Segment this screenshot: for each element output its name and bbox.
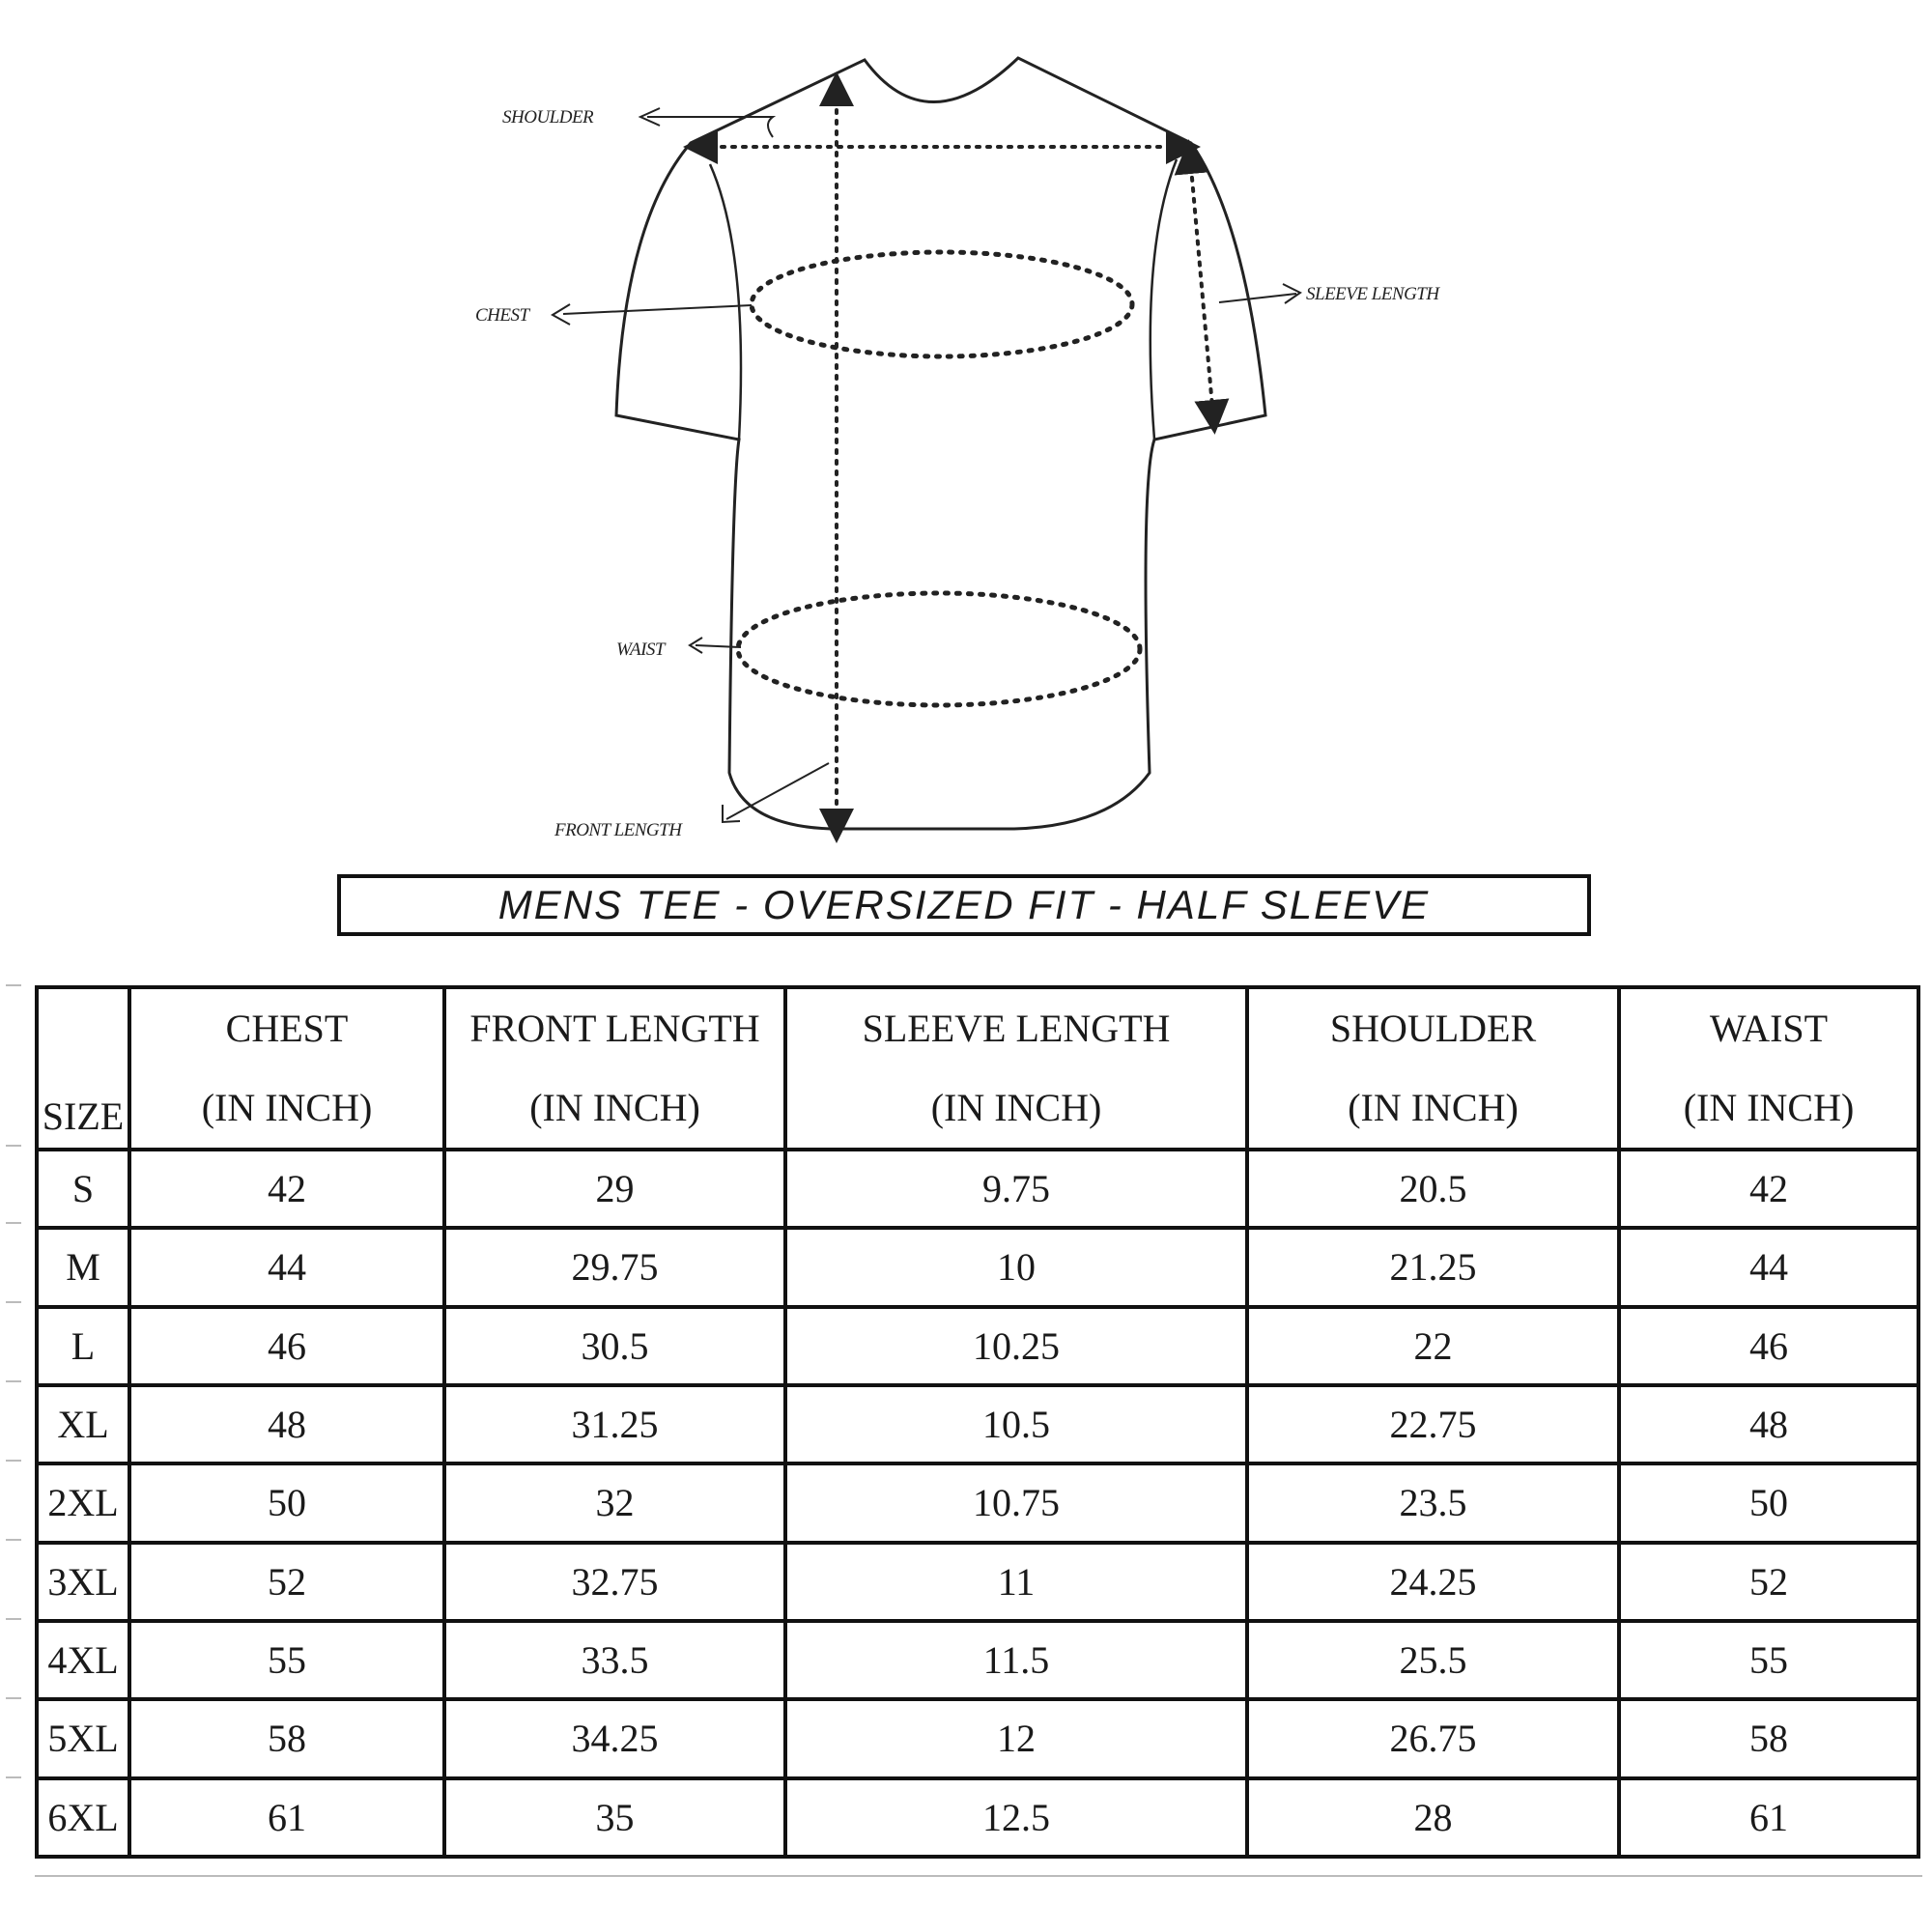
tshirt-measurement-diagram: [0, 0, 1932, 850]
header-shoulder: SHOULDER (IN INCH): [1247, 987, 1619, 1150]
front-length-cell: 29: [444, 1150, 785, 1228]
chart-title-box: [337, 874, 1591, 936]
size-cell: M: [37, 1228, 129, 1306]
front-length-label: FRONT LENGTH: [554, 820, 682, 840]
sleeve-length-label: SLEEVE LENGTH: [1306, 284, 1439, 304]
size-cell: 6XL: [37, 1778, 129, 1857]
chest-cell: 48: [129, 1385, 444, 1463]
front-length-cell: 29.75: [444, 1228, 785, 1306]
front-length-cell: 33.5: [444, 1621, 785, 1699]
front-length-cell: 31.25: [444, 1385, 785, 1463]
sleeve-length-cell: 10.25: [785, 1307, 1247, 1385]
size-cell: 2XL: [37, 1463, 129, 1542]
front-length-cell: 32.75: [444, 1543, 785, 1621]
sleeve-length-cell: 10: [785, 1228, 1247, 1306]
shoulder-cell: 24.25: [1247, 1543, 1619, 1621]
spreadsheet-edge-ticks: [0, 976, 1932, 1903]
chest-cell: 46: [129, 1307, 444, 1385]
size-cell: S: [37, 1150, 129, 1228]
waist-cell: 42: [1619, 1150, 1918, 1228]
size-cell: XL: [37, 1385, 129, 1463]
header-front-length: FRONT LENGTH (IN INCH): [444, 987, 785, 1150]
waist-cell: 61: [1619, 1778, 1918, 1857]
shoulder-cell: 21.25: [1247, 1228, 1619, 1306]
shoulder-label: SHOULDER: [502, 107, 594, 128]
waist-cell: 58: [1619, 1699, 1918, 1777]
waist-label: WAIST: [616, 639, 666, 660]
sleeve-length-cell: 10.5: [785, 1385, 1247, 1463]
size-cell: L: [37, 1307, 129, 1385]
chest-cell: 42: [129, 1150, 444, 1228]
shoulder-cell: 25.5: [1247, 1621, 1619, 1699]
front-length-cell: 34.25: [444, 1699, 785, 1777]
front-length-cell: 35: [444, 1778, 785, 1857]
chest-cell: 44: [129, 1228, 444, 1306]
shoulder-cell: 23.5: [1247, 1463, 1619, 1542]
shoulder-cell: 20.5: [1247, 1150, 1619, 1228]
waist-cell: 55: [1619, 1621, 1918, 1699]
chart-title: MENS TEE - OVERSIZED FIT - HALF SLEEVE: [497, 882, 1431, 927]
shoulder-cell: 22.75: [1247, 1385, 1619, 1463]
size-cell: 4XL: [37, 1621, 129, 1699]
shoulder-cell: 22: [1247, 1307, 1619, 1385]
sleeve-length-cell: 10.75: [785, 1463, 1247, 1542]
waist-cell: 48: [1619, 1385, 1918, 1463]
front-length-cell: 30.5: [444, 1307, 785, 1385]
chest-cell: 55: [129, 1621, 444, 1699]
sleeve-length-cell: 12: [785, 1699, 1247, 1777]
size-cell: 3XL: [37, 1543, 129, 1621]
chest-cell: 61: [129, 1778, 444, 1857]
chest-label: CHEST: [475, 305, 529, 326]
shoulder-cell: 26.75: [1247, 1699, 1619, 1777]
header-size: SIZE: [37, 987, 129, 1150]
sleeve-length-cell: 11.5: [785, 1621, 1247, 1699]
shoulder-cell: 28: [1247, 1778, 1619, 1857]
sleeve-length-cell: 12.5: [785, 1778, 1247, 1857]
chest-cell: 58: [129, 1699, 444, 1777]
sleeve-length-cell: 11: [785, 1543, 1247, 1621]
waist-cell: 50: [1619, 1463, 1918, 1542]
waist-cell: 52: [1619, 1543, 1918, 1621]
header-sleeve-length: SLEEVE LENGTH (IN INCH): [785, 987, 1247, 1150]
waist-cell: 46: [1619, 1307, 1918, 1385]
header-chest: CHEST (IN INCH): [129, 987, 444, 1150]
waist-cell: 44: [1619, 1228, 1918, 1306]
front-length-cell: 32: [444, 1463, 785, 1542]
chest-cell: 52: [129, 1543, 444, 1621]
sleeve-length-cell: 9.75: [785, 1150, 1247, 1228]
size-cell: 5XL: [37, 1699, 129, 1777]
chest-cell: 50: [129, 1463, 444, 1542]
tshirt-illustration: [0, 0, 1932, 850]
header-waist: WAIST (IN INCH): [1619, 987, 1918, 1150]
